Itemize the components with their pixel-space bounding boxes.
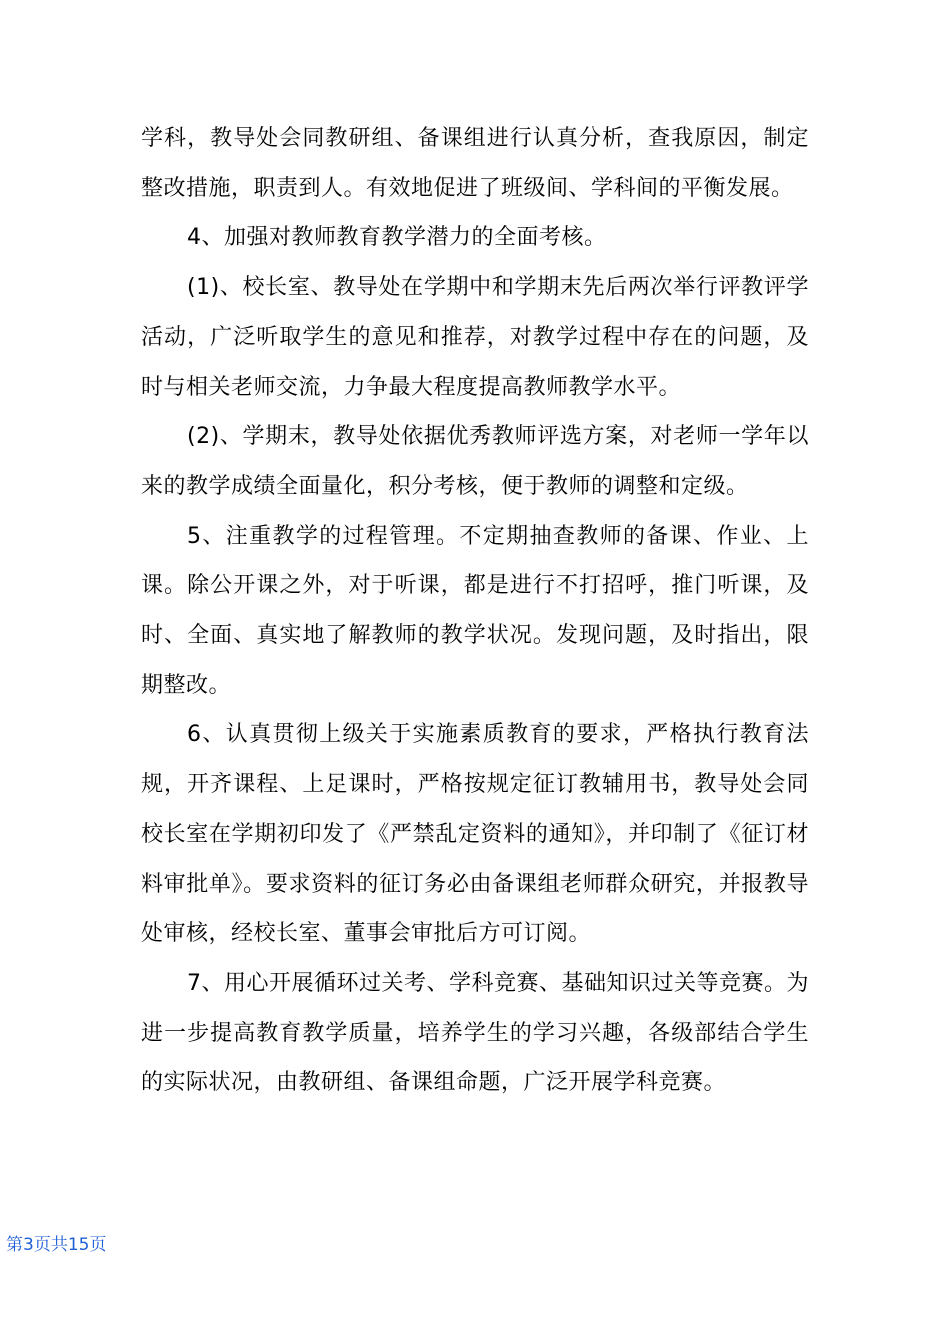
paragraph-5: 5、注重教学的过程管理。不定期抽查教师的备课、作业、上课。除公开课之外，对于听课，都是进行不打招呼，推门听课，及时、全面、真实地了解教师的教学状况。发现问题，及时指出，限期整改。 <box>141 523 809 698</box>
footer-current-page: 3 <box>23 1235 34 1255</box>
paragraph-1: 学科，教导处会同教研组、备课组进行认真分析，查我原因，制定整改措施，职责到人。有效地促进了班级间、学科间的平衡发展。 <box>141 126 809 201</box>
footer-total-pages: 15 <box>67 1235 90 1255</box>
paragraph-2: 4、加强对教师教育教学潜力的全面考核。 <box>187 225 607 251</box>
footer-prefix: 第 <box>6 1235 23 1255</box>
paragraph-6: 6、认真贯彻上级关于实施素质教育的要求，严格执行教育法规，开齐课程、上足课时，严格按规定征订教辅用书，教导处会同校长室在学期初印发了《严禁乱定资料的通知》，并印制了《征订材料审批单》。要求资料的征订务必由备课组老师群众研究，并报教导处审核，经校长室、董事会审批后方可订阅。 <box>141 722 809 947</box>
paragraph-4: (2)、学期末，教导处依据优秀教师评选方案，对老师一学年以来的教学成绩全面量化，积分考核，便于教师的调整和定级。 <box>141 424 809 499</box>
paragraph-7: 7、用心开展循环过关考、学科竞赛、基础知识过关等竞赛。为进一步提高教育教学质量，培养学生的学习兴趣，各级部结合学生的实际状况，由教研组、备课组命题，广泛开展学科竞赛。 <box>141 970 809 1096</box>
document-body <box>141 114 809 1108</box>
footer-suffix: 页 <box>89 1235 107 1255</box>
page-number-footer <box>6 1230 106 1255</box>
paragraph-3: (1)、校长室、教导处在学期中和学期末先后两次举行评教评学活动，广泛听取学生的意见和推荐，对教学过程中存在的问题，及时与相关老师交流，力争最大程度提高教师教学水平。 <box>141 275 809 400</box>
footer-middle: 页共 <box>33 1235 68 1255</box>
